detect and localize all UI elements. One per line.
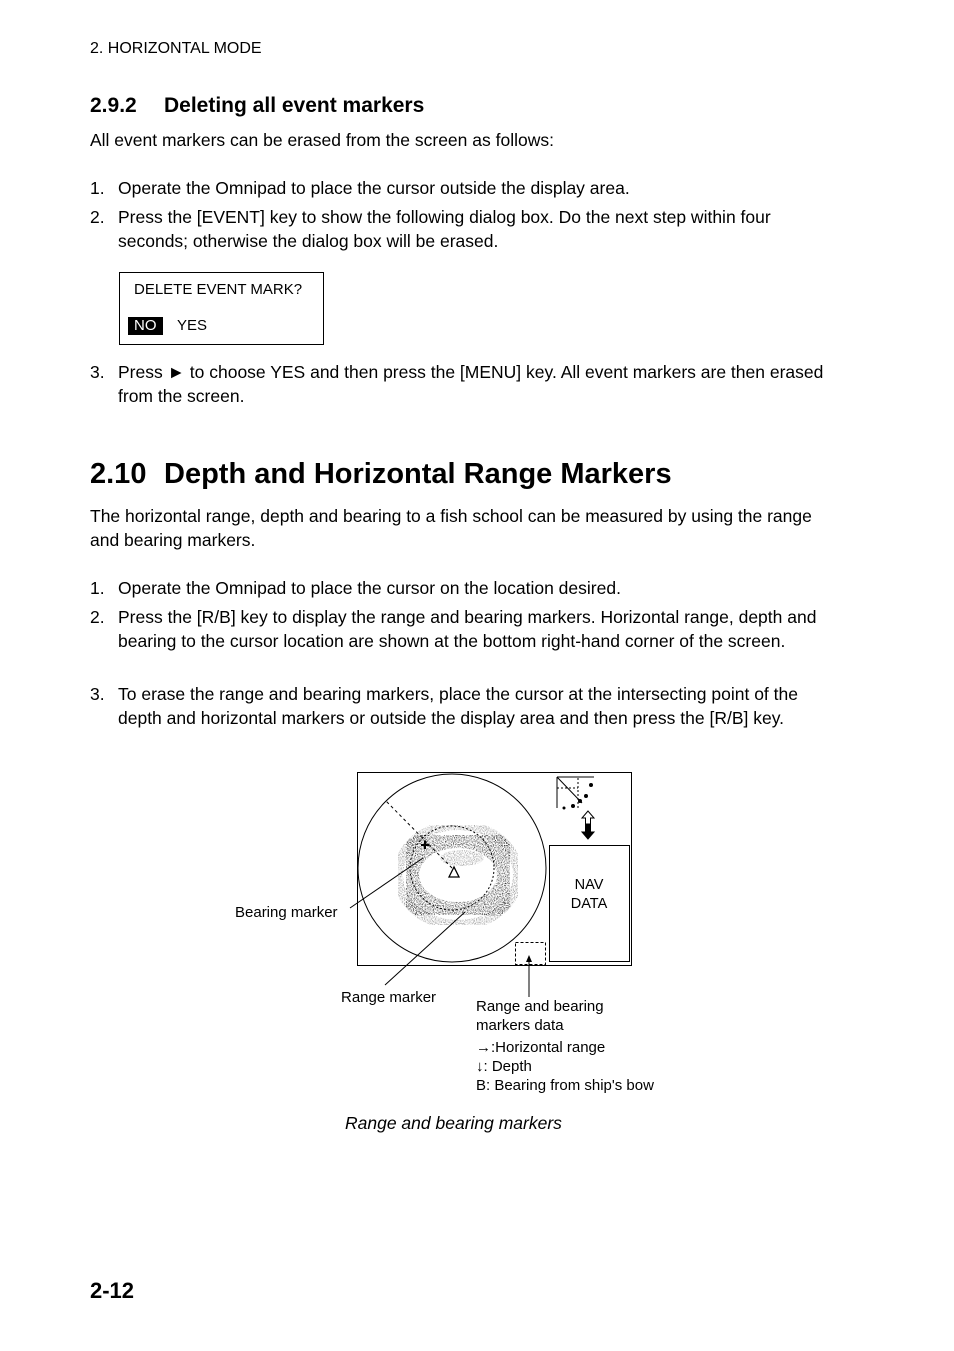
bearing-marker-label: Bearing marker bbox=[235, 904, 338, 921]
step-number: 1. bbox=[90, 178, 105, 198]
rb-data-label bbox=[476, 997, 604, 1035]
step-text: Press the [R/B] key to display the range and bearing markers. Horizontal range, depth and bearing to the cursor location are shown at the bottom right-hand corner of the screen. bbox=[118, 607, 817, 651]
step-number: 2. bbox=[90, 207, 105, 227]
step-number: 1. bbox=[90, 578, 105, 598]
page-number: 2-12 bbox=[90, 1278, 135, 1303]
dialog-yes-option: YES bbox=[177, 317, 208, 334]
running-head: 2. HORIZONTAL MODE bbox=[90, 40, 262, 57]
nav-data-line2: DATA bbox=[570, 896, 608, 912]
dialog-question: DELETE EVENT MARK? bbox=[134, 281, 303, 298]
figure-caption: Range and bearing markers bbox=[345, 1113, 562, 1133]
step-text: To erase the range and bearing markers, place the cursor at the intersecting point of the depth and horizontal markers or outside the display area and then press the [R/B] key. bbox=[118, 684, 798, 728]
range-marker-label: Range marker bbox=[341, 989, 437, 1006]
step-text: Operate the Omnipad to place the cursor on the location desired. bbox=[118, 578, 621, 598]
legend-bearing: B: Bearing from ship's bow bbox=[476, 1077, 654, 1094]
step-text: Press ► to choose YES and then press the [MENU] key. All event markers are then erased from the screen. bbox=[118, 362, 824, 406]
dialog-no-option: NO bbox=[128, 317, 163, 335]
legend-depth: ↓: Depth bbox=[476, 1058, 532, 1075]
section-intro: All event markers can be erased from the screen as follows: bbox=[90, 130, 554, 150]
step-number: 2. bbox=[90, 607, 105, 627]
section-title: Deleting all event markers bbox=[164, 94, 425, 117]
rb-legend bbox=[476, 1038, 654, 1095]
section-title: Depth and Horizontal Range Markers bbox=[164, 458, 672, 490]
legend-horizontal: →:Horizontal range bbox=[476, 1039, 606, 1056]
step-text: Press the [EVENT] key to show the following dialog box. Do the next step within four seconds; otherwise the dialog box will be erased. bbox=[118, 207, 771, 251]
section-number: 2.9.2 bbox=[90, 94, 137, 117]
rb-data-label-line1: Range and bearing bbox=[476, 998, 604, 1015]
rb-data-label-line2: markers data bbox=[476, 1017, 564, 1034]
nav-data-line1: NAV bbox=[574, 877, 604, 893]
section-intro: The horizontal range, depth and bearing to a fish school can be measured by using the range and bearing markers. bbox=[90, 506, 812, 550]
step-number: 3. bbox=[90, 684, 105, 704]
section-number: 2.10 bbox=[90, 458, 147, 490]
step-number: 3. bbox=[90, 362, 105, 382]
step-text: Operate the Omnipad to place the cursor outside the display area. bbox=[118, 178, 630, 198]
